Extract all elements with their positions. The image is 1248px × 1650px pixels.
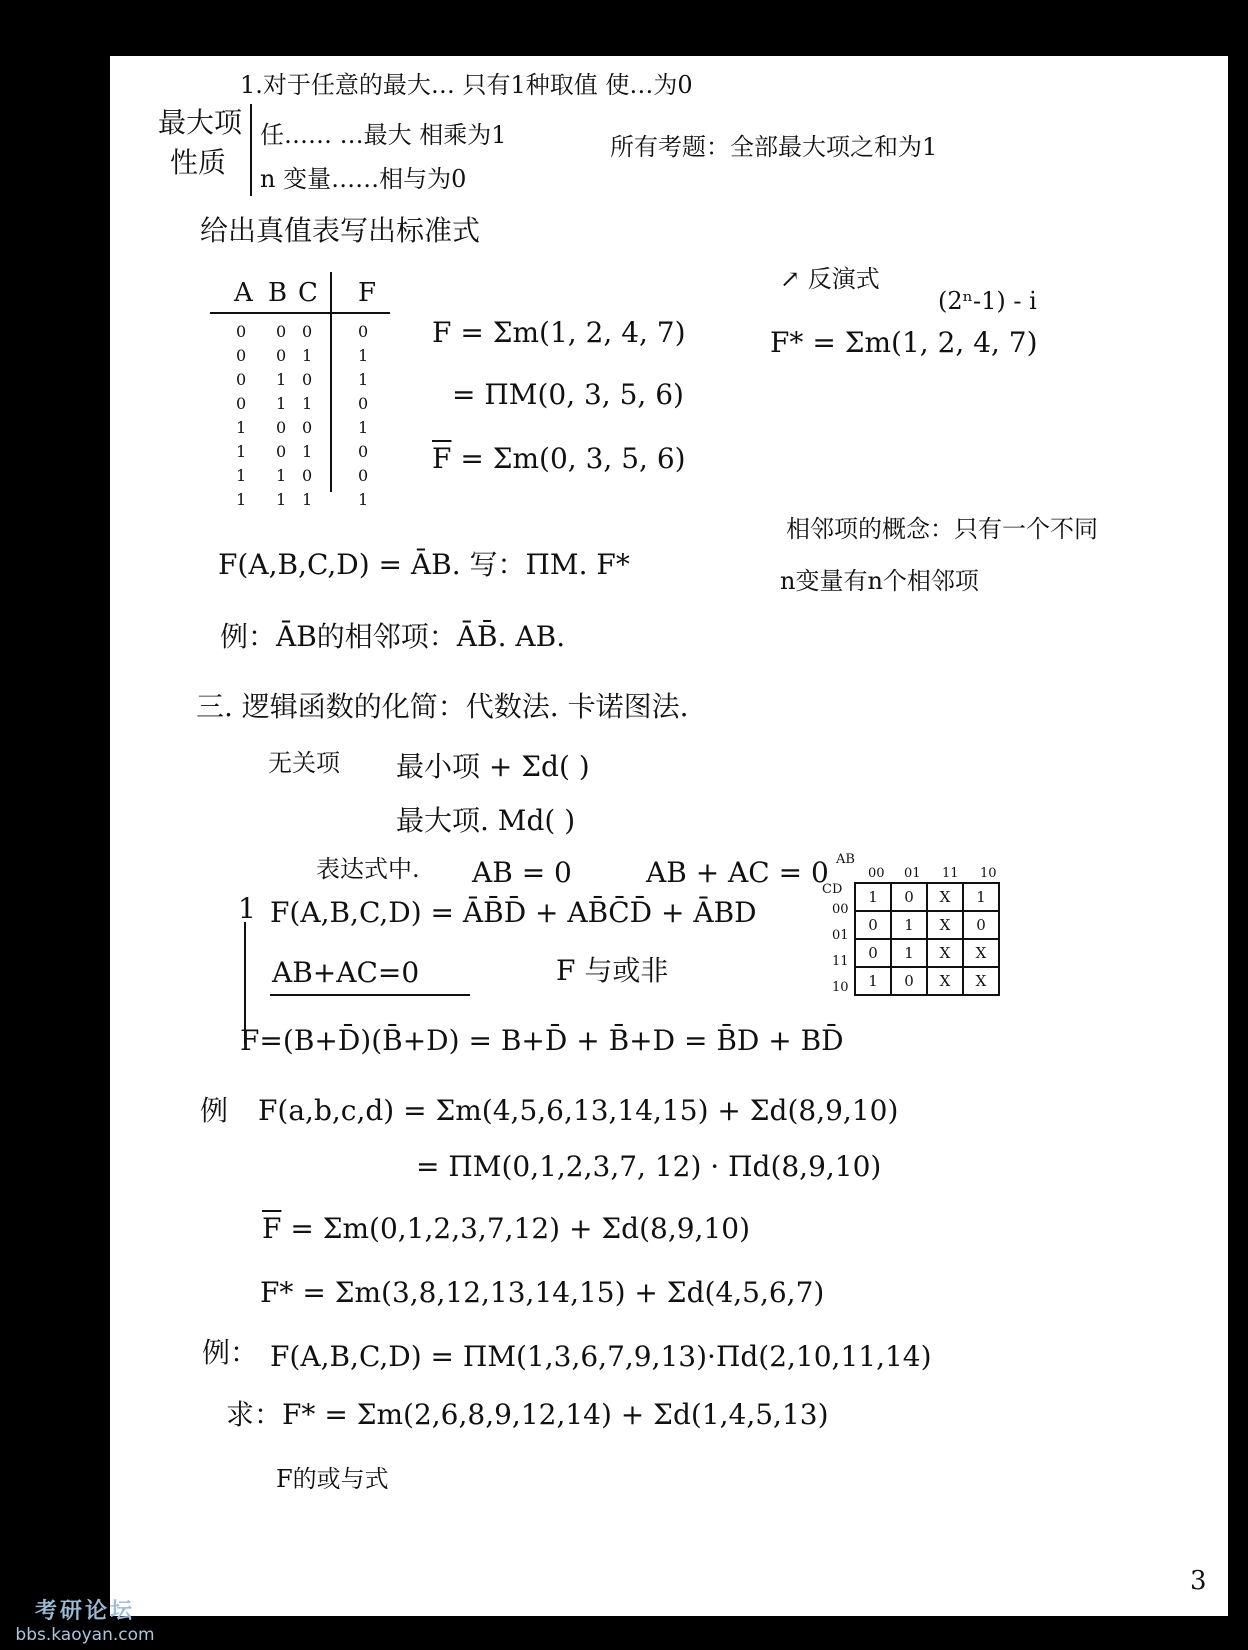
- tt-r1-a: 0: [236, 346, 247, 365]
- notes-page: [110, 56, 1228, 1616]
- side-note: 所有考题：全部最大项之和为1: [610, 133, 938, 161]
- watermark-url: bbs.kaoyan.com: [15, 1625, 155, 1645]
- kmap-col-00: 00: [868, 866, 885, 881]
- property-line-3: n 变量……相与为0: [260, 165, 467, 193]
- kmap-row-11: 11: [832, 954, 849, 969]
- condition-ab-ac: AB + AC = 0: [646, 856, 829, 889]
- tt-r5-f: 0: [358, 442, 369, 461]
- header-brace: [250, 104, 252, 196]
- kmap-corner-label: AB: [836, 852, 855, 867]
- f-abcd-expression: F(A,B,C,D) = ĀB. 写：ΠM. F*: [218, 548, 630, 581]
- kmap-cell: X: [927, 911, 963, 939]
- example-three-line-1: F(A,B,C,D) = ΠM(1,3,6,7,9,13)·Πd(2,10,11,14): [270, 1340, 932, 1373]
- tt-r4-f: 1: [358, 418, 369, 437]
- tt-col-a: A: [234, 278, 253, 308]
- example-one-function: F(A,B,C,D) = ĀB̄D̄ + AB̄C̄D̄ + ĀBD: [270, 896, 757, 929]
- adjacency-example: 例：ĀB的相邻项：ĀB̄. AB.: [220, 620, 566, 653]
- brace-label-2: 性质: [170, 146, 227, 179]
- tt-r7-b: 1: [276, 490, 287, 509]
- example-one-underline: [270, 994, 470, 996]
- section-three-title: 三. 逻辑函数的化简：代数法. 卡诺图法.: [196, 690, 689, 723]
- kmap-cell: X: [927, 883, 963, 911]
- tt-r5-b: 0: [276, 442, 287, 461]
- tt-r0-a: 0: [236, 322, 247, 341]
- tt-r2-c: 0: [302, 370, 313, 389]
- example-three-line-2: F* = Σm(2,6,8,9,12,14) + Σd(1,4,5,13): [282, 1398, 829, 1431]
- tt-r7-f: 1: [358, 490, 369, 509]
- tt-r3-c: 1: [302, 394, 313, 413]
- kmap-col-10: 10: [980, 866, 997, 881]
- kmap-row-axis-label: CD: [822, 882, 843, 897]
- page-number: 3: [1190, 1566, 1207, 1596]
- example-two-line-3: [262, 1214, 750, 1245]
- tt-r2-b: 1: [276, 370, 287, 389]
- watermark: [0, 1594, 170, 1645]
- expression-label: 表达式中.: [316, 855, 420, 883]
- tt-r1-b: 0: [276, 346, 287, 365]
- tt-r6-f: 0: [358, 466, 369, 485]
- f-bar-symbol: $\overline{F}$: [432, 442, 452, 475]
- tt-column-rule: [330, 272, 332, 492]
- tt-r5-a: 1: [236, 442, 247, 461]
- kmap-row-00: 00: [832, 902, 849, 917]
- tt-r4-c: 0: [302, 418, 313, 437]
- adjacency-line-2: n变量有n个相邻项: [780, 567, 979, 595]
- example-one-number: 1: [238, 892, 256, 925]
- example-three-label: 例：: [202, 1336, 259, 1369]
- brace-label-1: 最大项: [158, 106, 243, 139]
- tt-header-rule: [210, 312, 390, 314]
- kmap-row: [855, 883, 999, 911]
- kmap-cell: X: [927, 967, 963, 995]
- property-line-2: 任…… …最大 相乘为1: [260, 121, 507, 149]
- example-one-result: F=(B+D̄)(B̄+D) = B+D̄ + B̄+D = B̄D + BD̄: [240, 1024, 844, 1057]
- kmap-cell: 1: [855, 967, 891, 995]
- tt-r4-b: 0: [276, 418, 287, 437]
- example-two-line-2: = ΠM(0,1,2,3,7, 12) · Πd(8,9,10): [416, 1150, 882, 1183]
- dual-arrow-icon: ↗: [780, 265, 801, 293]
- tt-r4-a: 1: [236, 418, 247, 437]
- kmap-cell: 1: [855, 883, 891, 911]
- watermark-logo: 考研论坛: [34, 1599, 135, 1624]
- example-two-line-3-terms: = Σm(0,1,2,3,7,12) + Σd(8,9,10): [281, 1212, 750, 1245]
- example-two-line-1: F(a,b,c,d) = Σm(4,5,6,13,14,15) + Σd(8,9,10): [258, 1094, 899, 1127]
- example-three-ask: 求：: [226, 1398, 283, 1431]
- kmap-cell: 0: [855, 911, 891, 939]
- condition-ab: AB = 0: [472, 856, 572, 889]
- tt-r3-b: 1: [276, 394, 287, 413]
- truth-table-title: 给出真值表写出标准式: [200, 214, 481, 247]
- kmap-cell: X: [963, 967, 999, 995]
- tt-r3-f: 0: [358, 394, 369, 413]
- kmap-cell: 1: [891, 939, 927, 967]
- example-two-f-bar: $\overline{F}$: [262, 1212, 282, 1245]
- tt-r2-f: 1: [358, 370, 369, 389]
- kmap-row: [855, 939, 999, 967]
- property-line-1: 1.对于任意的最大… 只有1种取值 使…为0: [240, 71, 693, 99]
- tt-col-c: C: [298, 278, 318, 308]
- karnaugh-map: [854, 882, 1000, 996]
- max-term-dont-care: 最大项. Md( ): [396, 804, 576, 837]
- kmap-row-01: 01: [832, 928, 849, 943]
- kmap-cell: X: [963, 939, 999, 967]
- tt-r6-c: 0: [302, 466, 313, 485]
- tt-r6-b: 1: [276, 466, 287, 485]
- dual-note-text: 反演式: [807, 265, 880, 293]
- tt-r0-b: 0: [276, 322, 287, 341]
- example-two-line-4: F* = Σm(3,8,12,13,14,15) + Σd(4,5,6,7): [260, 1276, 825, 1309]
- tt-r7-a: 1: [236, 490, 247, 509]
- example-two-label: 例: [200, 1094, 229, 1127]
- dont-care-label: 无关项: [268, 749, 340, 777]
- adjacency-line-1: 相邻项的概念：只有一个不同: [786, 515, 1098, 543]
- tt-r7-c: 1: [302, 490, 313, 509]
- tt-r1-c: 1: [302, 346, 313, 365]
- dual-note: [780, 266, 880, 292]
- tt-col-b: B: [268, 278, 288, 308]
- truth-table: [210, 278, 400, 558]
- dual-formula: (2ⁿ-1) - i: [938, 287, 1037, 315]
- kmap-cell: 0: [891, 967, 927, 995]
- f-sum-of-minterms: F = Σm(1, 2, 4, 7): [432, 316, 686, 349]
- kmap-cell: 0: [891, 883, 927, 911]
- example-one-note: F 与或非: [556, 954, 669, 987]
- example-one-condition: AB+AC=0: [272, 956, 420, 989]
- f-bar-sum-terms: = Σm(0, 3, 5, 6): [451, 442, 686, 475]
- kmap-row-10: 10: [832, 980, 849, 995]
- tt-r5-c: 1: [302, 442, 313, 461]
- f-star-expression: F* = Σm(1, 2, 4, 7): [770, 326, 1038, 359]
- tt-r0-f: 0: [358, 322, 369, 341]
- kmap-cell: 1: [963, 883, 999, 911]
- example-three-line-3: F的或与式: [276, 1465, 389, 1493]
- tt-r2-a: 0: [236, 370, 247, 389]
- kmap-cell: 0: [963, 911, 999, 939]
- tt-r0-c: 0: [302, 322, 313, 341]
- f-product-of-maxterms: = ΠM(0, 3, 5, 6): [452, 378, 684, 411]
- kmap-row: [855, 967, 999, 995]
- kmap-cell: X: [927, 939, 963, 967]
- min-term-dont-care: 最小项 + Σd( ): [396, 750, 590, 783]
- tt-r3-a: 0: [236, 394, 247, 413]
- f-bar-sum: [432, 444, 686, 475]
- tt-r1-f: 1: [358, 346, 369, 365]
- kmap-col-11: 11: [942, 866, 959, 881]
- kmap-col-01: 01: [904, 866, 921, 881]
- kmap-cell: 1: [891, 911, 927, 939]
- tt-col-f: F: [358, 278, 377, 308]
- tt-r6-a: 1: [236, 466, 247, 485]
- kmap-row: [855, 911, 999, 939]
- kmap-cell: 0: [855, 939, 891, 967]
